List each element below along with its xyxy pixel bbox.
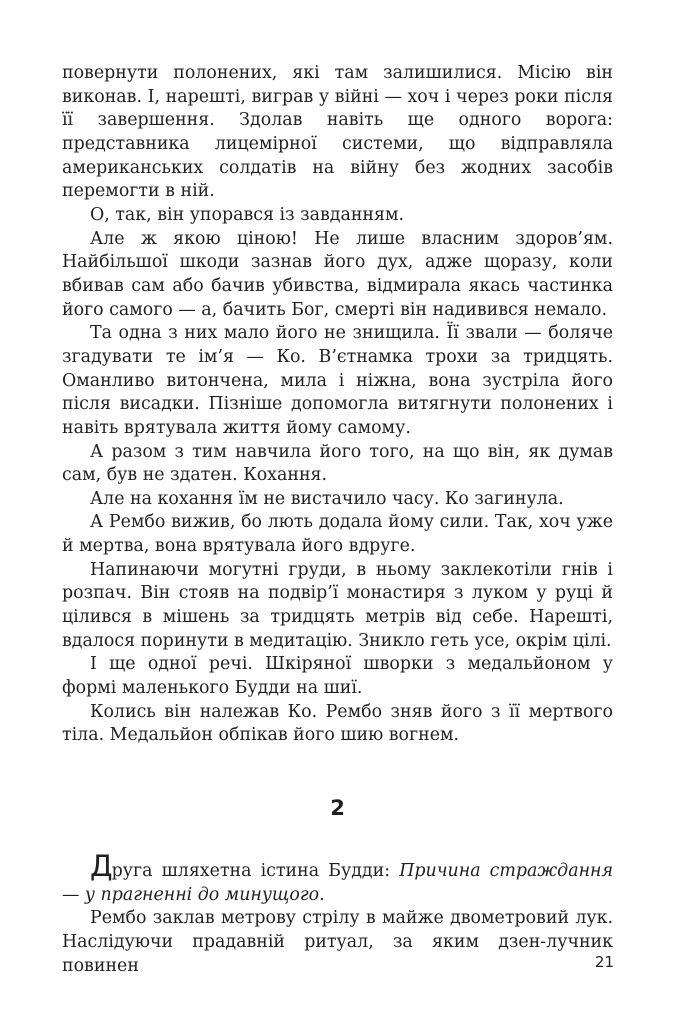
page-body	[62, 62, 613, 978]
paragraph: Колись він належав Ко. Рембо зняв його з її мертвого тіла. Медальйон обпікав його шию вогнем.	[62, 701, 613, 746]
paragraph: Рембо заклав метрову стрілу в майже двометровий лук. Наслідуючи прадавній ритуал, за яким дзен-лучник повинен	[62, 908, 613, 976]
paragraph: Але на кохання їм не вистачило часу. Ко загинула.	[90, 488, 564, 509]
chapter-number: 2	[330, 796, 345, 821]
paragraph: О, так, він упорався із завданням.	[90, 204, 405, 225]
drop-cap: Д	[90, 849, 112, 884]
opening-text-end: .	[319, 884, 325, 905]
paragraph: Але ж якою ціною! Не лише власним здоров’ям. Найбільшої шкоди зазнав його дух, адже щоразу, коли вбивав сам або бачив убивства, відмирала якась частинка його самого — а, бачить Бог, смерті він надивився немало.	[62, 228, 613, 320]
text-block-before	[62, 62, 613, 748]
paragraph: Та одна з них мало його не знищила. Її звали — боляче згадувати те ім’я — Ко. В’єтнамка трохи за тридцять. Оманливо витончена, мила і ніжна, вона зустріла його після висадки. Пізніше допомогла витягнути полонених і навіть врятувала життя йому самому.	[62, 323, 613, 438]
paragraph: повернути полонених, які там залишилися. Місію він виконав. І, нарешті, виграв у війні — хоч і через роки після її завершення. Здолав навіть ще одного ворога: представника лицемірної системи, що відправляла американських солдатів на війну без жодних засобів перемогти в ній.	[62, 63, 613, 202]
opening-text: руга шляхетна істина Будди:	[111, 861, 400, 882]
paragraph: Напинаючи могутні груди, в ньому заклекотіли гнів і розпач. Він стояв на подвір’ї монастиря з луком у руці й цілився в мішень за тридцять метрів від себе. Нарешті, вдалося поринути в медитацію. Зникло геть усе, окрім цілі.	[62, 559, 613, 651]
opening-italic-text: Причина страждання — у прагненні до минущого	[62, 861, 613, 905]
chapter-opening-paragraph	[62, 849, 613, 907]
paragraph: І ще одної речі. Шкіряної шворки з медальйоном у формі маленького Будди на шиї.	[62, 654, 613, 699]
paragraph: А разом з тим навчила його того, на що він, як думав сам, був не здатен. Кохання.	[62, 441, 613, 486]
page-number: 21	[594, 953, 614, 971]
paragraph: А Рембо вижив, бо лють додала йому сили. Так, хоч уже й мертва, вона врятувала його вдруге.	[62, 512, 613, 557]
